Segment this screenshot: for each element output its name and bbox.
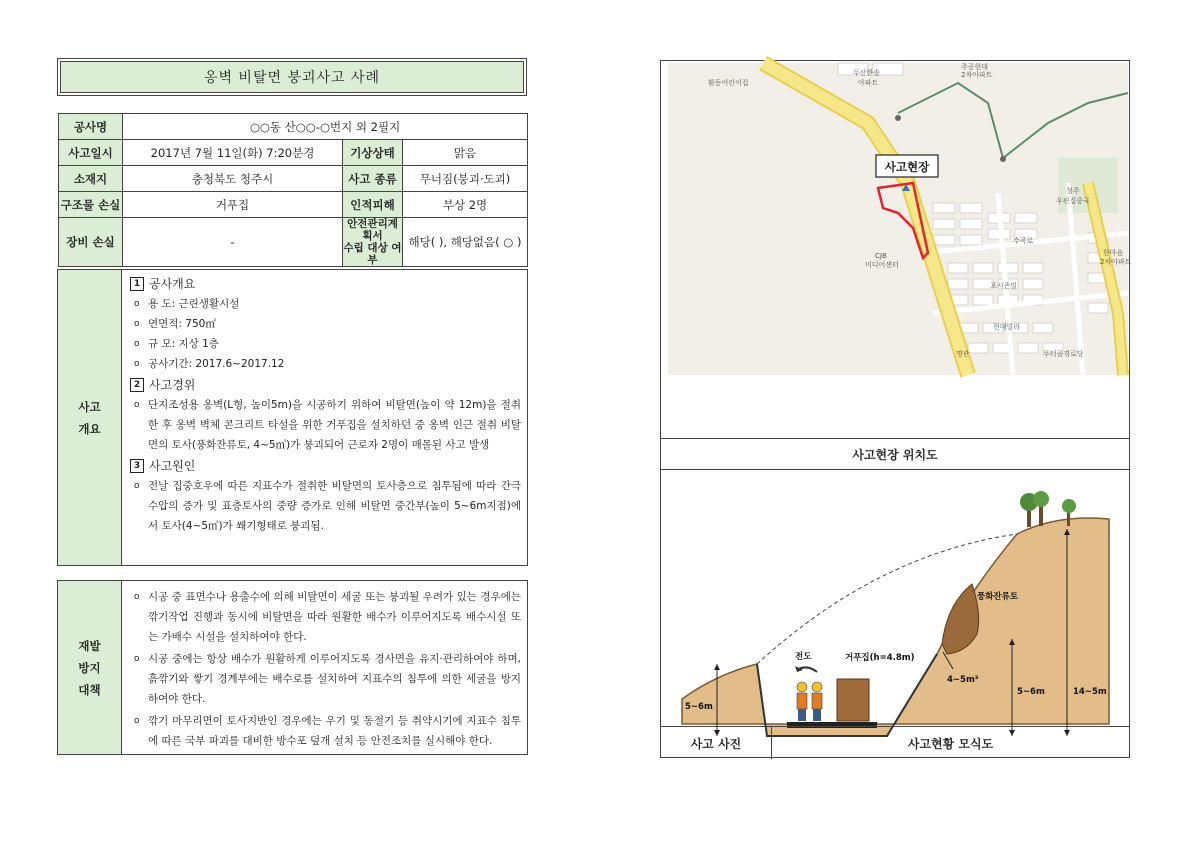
plan-value: 해당( ), 해당없음( ○ ): [403, 218, 528, 267]
prevention-side-line3: 대책: [78, 682, 101, 697]
map-label: 현대빌라: [993, 323, 1021, 331]
map-label: 청주: [1066, 187, 1080, 195]
section-heading: [130, 274, 521, 294]
page-title: 옹벽 비탈면 붕괴사고 사례: [60, 61, 524, 93]
project-value: ○○동 산○○-○번지 외 2필지: [123, 114, 528, 140]
date-label: 사고일시: [59, 140, 123, 166]
section-title: 공사개요: [149, 277, 196, 291]
map-label: 미디어센터: [865, 261, 899, 269]
soil-label: 풍화잔류토: [977, 592, 1019, 602]
map-label: CJB: [875, 252, 887, 260]
list-item: o 시공 중에는 항상 배수가 원활하게 이루어지도록 경사면을 유지·관리하여야 하며, 흙깎기와 쌓기 경계부에는 배수로를 설치하여 지표수의 침투에 의한 세굴을 방지하여야 한다.: [130, 649, 521, 709]
date-value: 2017년 7월 11일(화) 7:20분경: [123, 140, 343, 166]
accident-type-value: 무너짐(붕괴·도괴): [403, 166, 528, 192]
weather-value: 맑음: [403, 140, 528, 166]
equipment-value: -: [123, 218, 343, 267]
prevention-side-line2: 방지: [78, 660, 101, 675]
map-label: 명관: [956, 350, 970, 358]
plan-label: [343, 218, 403, 267]
overview-side-label: [58, 270, 122, 565]
map-caption: 사고현장 위치도: [661, 438, 1129, 470]
table-row: [59, 114, 528, 140]
volume-label: 4~5m³: [947, 675, 979, 685]
prevention-side-line1: 재발: [78, 638, 101, 653]
accident-info-table: [58, 113, 528, 267]
item-text: 용 도: 근린생활시설: [148, 298, 240, 310]
location-label: 소재지: [59, 166, 123, 192]
item-text: 시공 중 표면수나 용출수에 의해 비탈면이 세굴 또는 붕괴될 우려가 있는 경우에는 깎기작업 진행과 동시에 비탈면을 따라 원활한 배수가 이루어지도록 배수시설 또는 가배수 시설을 설치하여야 한다.: [148, 591, 521, 643]
list-item: o 규 모: 지상 1층: [130, 334, 521, 354]
overview-box: [57, 269, 528, 566]
equipment-label: 장비 손실: [59, 218, 123, 267]
plan-label-line2: 수립 대상 여부: [343, 242, 402, 266]
project-label: 공사명: [59, 114, 123, 140]
section-number: 1: [130, 277, 144, 291]
title-box: [57, 58, 527, 96]
prevention-content: [122, 581, 527, 754]
item-text: 전날 집중호우에 따른 지표수가 절취한 비탈면의 토사층으로 침투됨에 따라 간극수압의 증가 및 표층토사의 중량 증가로 인해 비탈면 중간부(높이 5~6m지점)에서 토사(4~5㎥)가 쐐기형태로 붕괴됨.: [148, 480, 521, 532]
item-text: 깎기 마무리면이 토사지반인 경우에는 우기 및 동절기 등 취약시기에 지표수 침투에 따른 국부 파괴를 대비한 방수포 덮개 설치 등 안전조치를 실시해야 한다.: [148, 715, 521, 747]
section-number: 3: [130, 459, 144, 473]
map-label: 2차아파트: [961, 71, 993, 79]
table-row: [59, 140, 528, 166]
map-label: 아파트: [858, 79, 879, 87]
dim-right-label: 14~5m: [1073, 687, 1107, 697]
overview-side-line1: 사고: [78, 399, 101, 414]
section-title: 사고경위: [149, 378, 196, 392]
location-value: 충청북도 청주시: [123, 166, 343, 192]
map-label: 우편집중국: [1056, 197, 1090, 205]
bottom-caption-row: [661, 726, 1129, 759]
prevention-box: [57, 580, 528, 755]
list-item: o 깎기 마무리면이 토사지반인 경우에는 우기 및 동절기 등 취약시기에 지표수 침투에 따른 국부 파괴를 대비한 방수포 덮개 설치 등 안전조치를 실시해야 한다.: [130, 711, 521, 751]
overview-side-line2: 개요: [78, 421, 101, 436]
section-title: 사고원인: [149, 459, 196, 473]
list-item: o 단지조성용 옹벽(L형, 높이5m)을 시공하기 위하여 비탈면(높이 약 12m)을 절취한 후 옹벽 벽체 콘크리트 타설을 위한 거푸집을 설치하던 중 옹벽 인근 절취 비탈면의 토사(풍화잔류토, 4~5㎥)가 붕괴되어 근로자 2명이 매몰된 사고 발생: [130, 395, 521, 455]
structure-value: 거푸집: [123, 192, 343, 218]
fall-label: 전도: [795, 652, 812, 662]
plan-label-line1: 안전관리계획서: [347, 218, 398, 242]
formwork-label: 거푸집(h=4.8m): [845, 653, 915, 663]
weather-label: 기상상태: [343, 140, 403, 166]
list-item: o 연면적: 750㎡: [130, 314, 521, 334]
photo-caption: 사고 사진: [661, 727, 772, 759]
map-label: 주공현대: [961, 63, 989, 71]
structure-label: 구조물 손실: [59, 192, 123, 218]
overview-content: [122, 270, 527, 565]
dim-left-label: 5~6m: [685, 702, 713, 712]
list-item: o 용 도: 근린생활시설: [130, 294, 521, 314]
casualty-value: 부상 2명: [403, 192, 528, 218]
item-text: 공사기간: 2017.6~2017.12: [148, 358, 285, 370]
item-text: 단지조성용 옹벽(L형, 높이5m)을 시공하기 위하여 비탈면(높이 약 12m)을 절취한 후 옹벽 벽체 콘크리트 타설을 위한 거푸집을 설치하던 중 옹벽 인근 절취 비탈면의 토사(풍화잔류토, 4~5㎥)가 붕괴되어 근로자 2명이 매몰된 사고 발생: [148, 399, 521, 451]
location-map: [668, 63, 1132, 375]
section-heading: [130, 456, 521, 476]
item-text: 시공 중에는 항상 배수가 원활하게 이루어지도록 경사면을 유지·관리하여야 하며, 흙깎기와 쌓기 경계부에는 배수로를 설치하여 지표수의 침투에 의한 세굴을 방지하여야 한다.: [148, 653, 521, 705]
map-label: 포시즌빌: [990, 282, 1018, 290]
map-site-label: 사고현장: [884, 160, 930, 174]
schematic-caption: 사고현황 모식도: [907, 736, 994, 751]
dim-mid-label: 5~6m: [1017, 687, 1045, 697]
list-item: o 공사기간: 2017.6~2017.12: [130, 354, 521, 374]
table-row: [59, 166, 528, 192]
section-number: 2: [130, 378, 144, 392]
map-label: 한마음: [1103, 249, 1124, 257]
table-row: [59, 192, 528, 218]
map-label: 수곡로: [1013, 237, 1034, 245]
accident-schematic: [677, 474, 1117, 754]
map-label: 환동어린이집: [708, 79, 749, 87]
map-label: 2차아파트: [1100, 258, 1132, 266]
section-heading: [130, 375, 521, 395]
table-row: [59, 218, 528, 267]
list-item: o 전날 집중호우에 따른 지표수가 절취한 비탈면의 토사층으로 침투됨에 따라 간극수압의 증가 및 표층토사의 중량 증가로 인해 비탈면 중간부(높이 5~6m지점)에서 토사(4~5㎥)가 쐐기형태로 붕괴됨.: [130, 476, 521, 536]
casualty-label: 인적피해: [343, 192, 403, 218]
map-label: 두산한솔: [853, 69, 881, 77]
item-text: 연면적: 750㎡: [148, 318, 216, 330]
map-label: 무터골경로당: [1043, 350, 1084, 358]
list-item: o 시공 중 표면수나 용출수에 의해 비탈면이 세굴 또는 붕괴될 우려가 있는 경우에는 깎기작업 진행과 동시에 비탈면을 따라 원활한 배수가 이루어지도록 배수시설 또는 가배수 시설을 설치하여야 한다.: [130, 587, 521, 647]
item-text: 규 모: 지상 1층: [148, 338, 219, 350]
accident-type-label: 사고 종류: [343, 166, 403, 192]
right-panel: [660, 60, 1130, 758]
prevention-side-label: [58, 581, 122, 754]
